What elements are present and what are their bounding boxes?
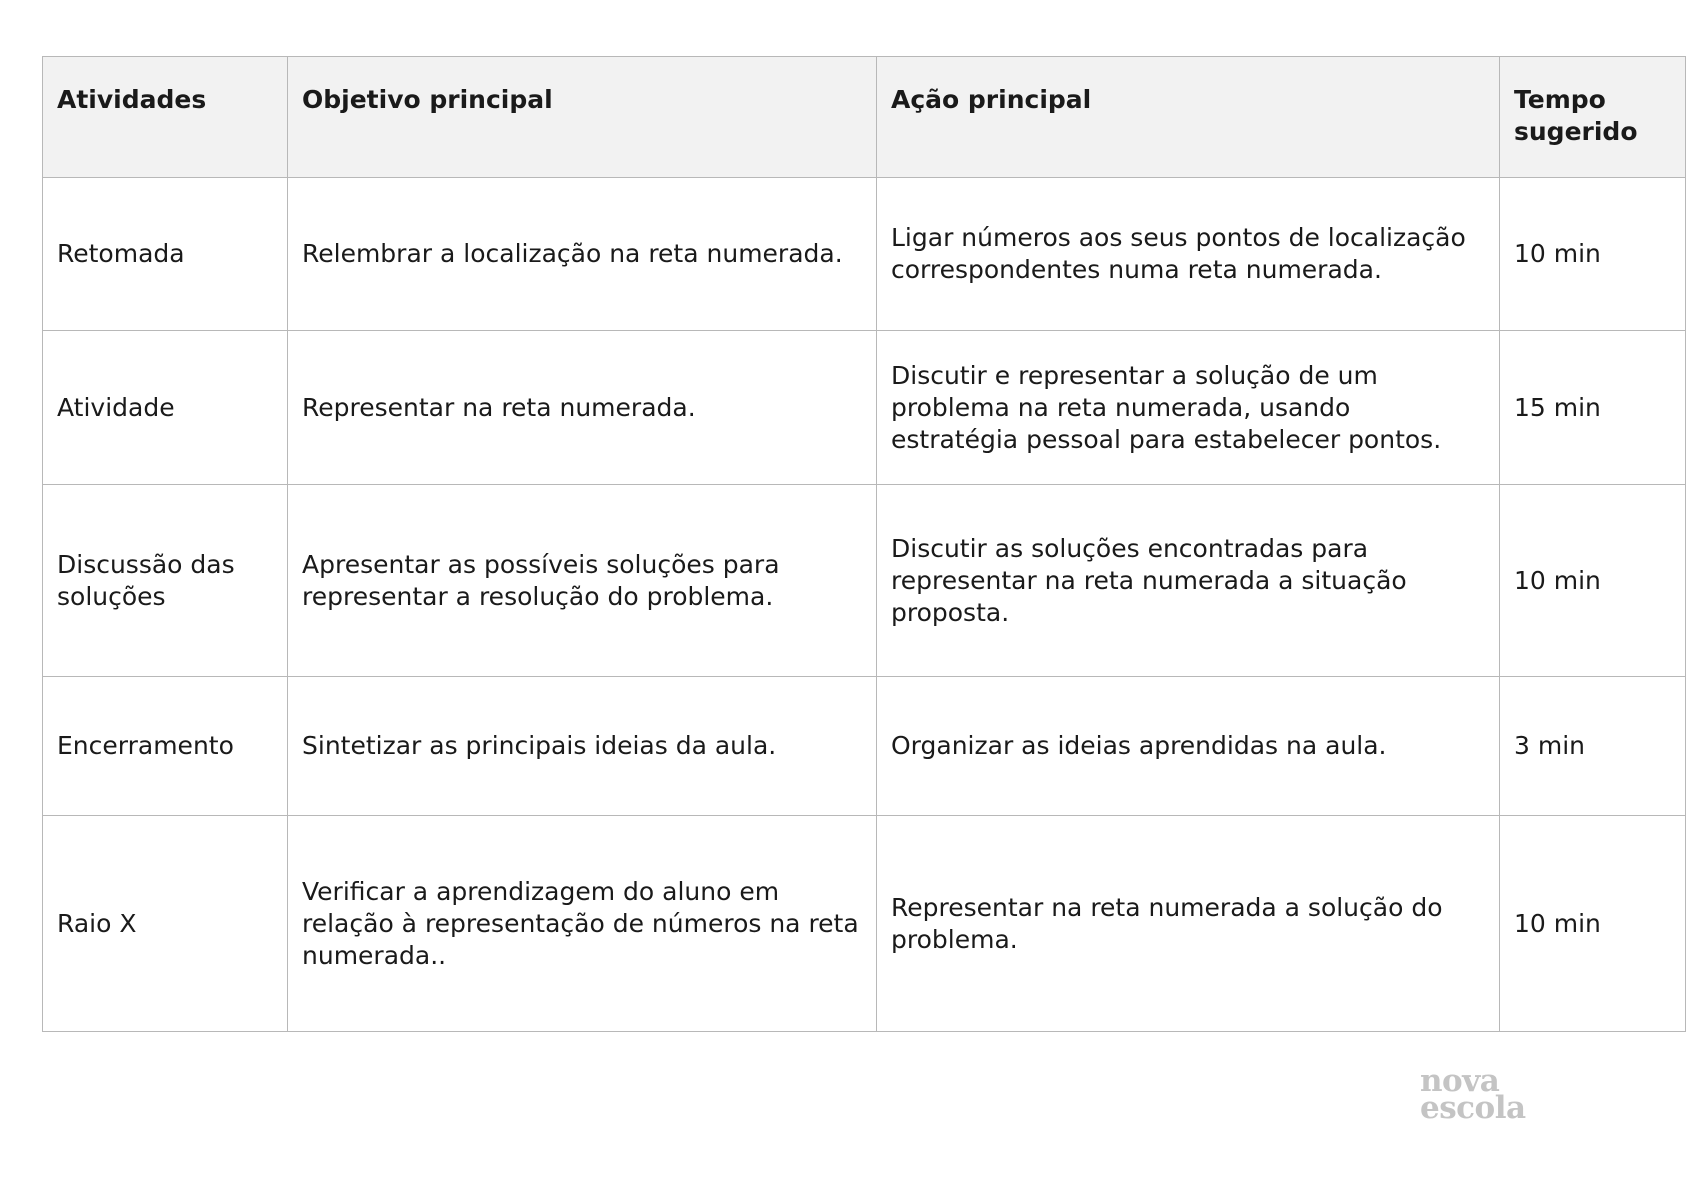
cell-time: 10 min [1500, 485, 1686, 677]
cell-action: Discutir e representar a solução de um problema na reta numerada, usando estratégia pessoal para estabelecer pontos. [877, 331, 1500, 485]
cell-activity: Atividade [43, 331, 288, 485]
table-row [43, 677, 1686, 816]
cell-action: Representar na reta numerada a solução do problema. [877, 816, 1500, 1032]
header-suggested-time: Tempo sugerido [1500, 57, 1686, 178]
cell-time: 10 min [1500, 816, 1686, 1032]
cell-time: 10 min [1500, 178, 1686, 331]
nova-escola-logo [1420, 1063, 1540, 1126]
logo-line-nova: nova [1420, 1063, 1500, 1099]
table-row [43, 485, 1686, 677]
cell-objective: Relembrar a localização na reta numerada. [288, 178, 877, 331]
logo-line-escola: escola [1420, 1090, 1526, 1126]
cell-action: Discutir as soluções encontradas para representar na reta numerada a situação proposta. [877, 485, 1500, 677]
cell-activity: Encerramento [43, 677, 288, 816]
cell-objective: Representar na reta numerada. [288, 331, 877, 485]
cell-objective: Sintetizar as principais ideias da aula. [288, 677, 877, 816]
cell-activity: Retomada [43, 178, 288, 331]
header-main-action: Ação principal [877, 57, 1500, 178]
header-activities: Atividades [43, 57, 288, 178]
table-header-row [43, 57, 1686, 178]
header-main-objective: Objetivo principal [288, 57, 877, 178]
cell-activity: Raio X [43, 816, 288, 1032]
table-row [43, 816, 1686, 1032]
cell-action: Ligar números aos seus pontos de localização correspondentes numa reta numerada. [877, 178, 1500, 331]
cell-action: Organizar as ideias aprendidas na aula. [877, 677, 1500, 816]
cell-objective: Verificar a aprendizagem do aluno em relação à representação de números na reta numerada.. [288, 816, 877, 1032]
cell-objective: Apresentar as possíveis soluções para representar a resolução do problema. [288, 485, 877, 677]
table-row [43, 331, 1686, 485]
cell-time: 3 min [1500, 677, 1686, 816]
table-row [43, 178, 1686, 331]
cell-activity: Discussão das soluções [43, 485, 288, 677]
cell-time: 15 min [1500, 331, 1686, 485]
lesson-plan-table [42, 56, 1686, 1032]
